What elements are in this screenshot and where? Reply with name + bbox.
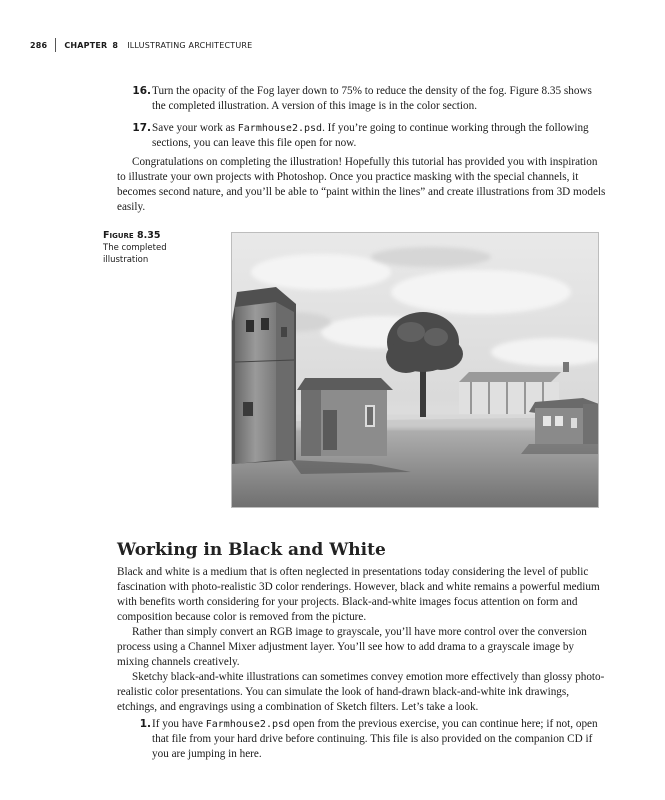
figure-label: Figure 8.35	[103, 230, 161, 241]
running-header	[30, 37, 252, 53]
chapter-title: ILLUSTRATING ARCHITECTURE	[127, 40, 253, 50]
step-number: 17.	[132, 122, 151, 134]
step-text	[152, 121, 607, 151]
step-text-before: If you have	[152, 718, 206, 730]
step-number: 1.	[139, 718, 151, 730]
congrats-paragraph: Congratulations on completing the illustration! Hopefully this tutorial has provided you with inspiration to illustrate your own projects with Photoshop. Once you practice masking with the special channels, it becomes second nature, and you’ll be able to “paint within the lines” and create illustrations from 3D models easily.	[117, 156, 606, 213]
step-text: Turn the opacity of the Fog layer down to 75% to reduce the density of the fog. Figure 8.35 shows the completed illustration. A version of this image is in the color section.	[152, 85, 592, 112]
step-text-after: open from the previous exercise, you can continue here; if not, open that file from your hard drive before continuing. This file is also provided on the companion CD if you are jumping in here.	[152, 718, 598, 760]
farmhouse-render	[231, 232, 599, 508]
filename: Farmhouse2.psd	[237, 123, 323, 134]
step-number: 16.	[132, 85, 151, 97]
section-heading: Working in Black and White	[117, 540, 386, 560]
filename: Farmhouse2.psd	[205, 719, 291, 730]
chapter-number: 8	[112, 40, 119, 50]
figure-illustration	[231, 232, 599, 508]
section-paragraph: Rather than simply convert an RGB image to grayscale, you’ll have more control over the conversion process using a Channel Mixer adjustment layer. You’ll see how to add drama to a grayscale image by mixing channels creatively.	[117, 626, 587, 668]
section-paragraph: Sketchy black-and-white illustrations can sometimes convey emotion more effectively than glossy photo-realistic color presentations. You can simulate the look of hand-drawn black-and-white ink drawings, etchings, and engravings using a combination of Sketch filters. Let’s take a look.	[117, 671, 605, 713]
step-text-before: Save your work as	[152, 122, 238, 134]
step-text-after: . If you’re going to continue working through the following sections, you can leave this file open for now.	[152, 122, 589, 149]
chapter-label: CHAPTER	[64, 40, 108, 50]
step-text	[152, 717, 607, 762]
header-divider	[55, 38, 56, 52]
figure-caption	[103, 230, 213, 266]
figure-caption-text: The completed illustration	[103, 243, 167, 265]
page-number: 286	[30, 40, 48, 50]
section-paragraph: Black and white is a medium that is often neglected in presentations today considering the level of public fascination with photo-realistic 3D color renderings. However, black and white remains a powerful medium with benefits worth considering for your projects. Black-and-white images focus attention on form and composition because color is removed from the picture.	[117, 566, 600, 623]
